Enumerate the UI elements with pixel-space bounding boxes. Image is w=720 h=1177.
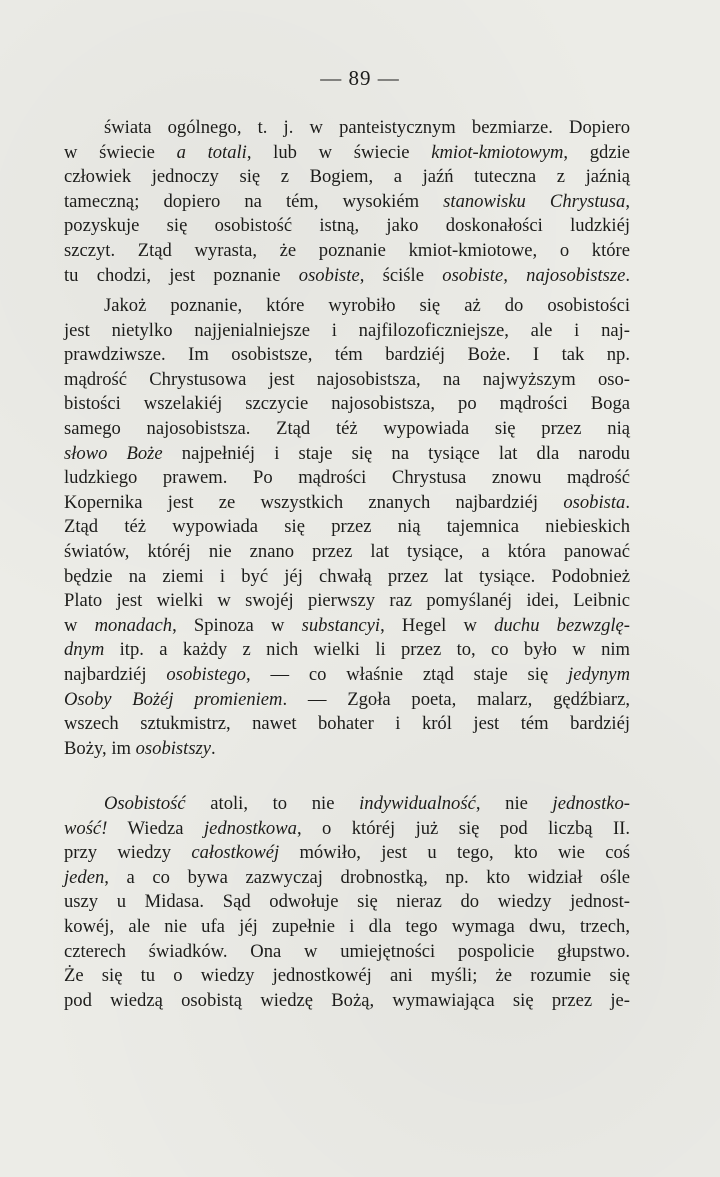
text-segment: Plato jest wielki w swojéj pierwszy raz pomyślanéj idei, Leibnic	[64, 590, 630, 612]
italic-text: wość!	[64, 817, 108, 839]
text-line	[64, 540, 630, 565]
text-segment: świata ogólnego, t. j. w panteistycznym bezmiarze. Dopiero	[104, 117, 630, 138]
italic-text: jeden	[64, 866, 105, 888]
page-number: — 89 —	[320, 66, 400, 90]
text-line	[64, 165, 630, 190]
text-line	[64, 392, 630, 417]
text-segment: atoli, to nie	[185, 793, 360, 814]
text-line	[64, 663, 630, 688]
text-segment: Kopernika jest ze wszystkich znanych najbardziéj	[64, 491, 564, 513]
italic-text: stanowisku Chrystusa	[443, 190, 626, 212]
text-line	[64, 989, 630, 1014]
text-segment: , Spinoza w	[172, 614, 302, 636]
text-segment: wszech sztukmistrz, nawet bohater i król jest tém bardziéj	[64, 713, 630, 735]
text-segment: . — Zgoła poeta, malarz, gędźbiarz,	[282, 688, 631, 710]
italic-text: indywidualność	[359, 793, 476, 814]
italic-text: osobista	[563, 491, 626, 513]
text-line	[64, 515, 630, 540]
text-segment: Ztąd téż wypowiada się przez nią tajemnica niebieskich	[64, 516, 630, 538]
text-segment: bistości wszelakiéj szczycie najosobistsza, po mądrości Boga	[64, 393, 630, 415]
text-segment: Że się tu o wiedzy jednostkowéj ani myśli; że rozumie się	[64, 965, 630, 987]
text-segment: ,	[625, 190, 630, 212]
italic-text: całostkowéj	[191, 842, 280, 864]
italic-text: osobiste	[298, 264, 360, 286]
text-segment: .	[211, 737, 216, 759]
italic-text: jedynym	[568, 663, 630, 685]
italic-text: osobistego	[166, 663, 246, 685]
text-segment: w	[64, 614, 95, 636]
italic-text: substancyi	[301, 614, 381, 636]
text-line	[64, 688, 630, 713]
text-segment: tameczną; dopiero na tém, wysokiém	[64, 190, 444, 212]
italic-text: jednostko-	[552, 793, 630, 814]
text-segment: , ściśle	[359, 264, 443, 286]
text-line	[64, 141, 630, 166]
text-segment: w świecie	[64, 141, 177, 163]
text-segment: ludzkiego prawem. Po mądrości Chrystusa znowu mądrość	[64, 467, 630, 489]
text-line	[64, 190, 630, 215]
text-line	[64, 466, 630, 491]
text-segment: , nie	[475, 793, 553, 814]
text-line	[64, 964, 630, 989]
text-line	[64, 116, 630, 141]
text-segment: Wiedza	[107, 817, 204, 839]
text-line	[64, 890, 630, 915]
text-segment: szczyt. Ztąd wyrasta, że poznanie kmiot-kmiotowe, o które	[64, 239, 630, 261]
text-line	[64, 712, 630, 737]
text-line	[64, 214, 630, 239]
text-segment: uszy u Midasa. Sąd odwołuje się nieraz do wiedzy jednost-	[64, 891, 630, 913]
text-line	[64, 589, 630, 614]
text-segment: światów, któréj nie znano przez lat tysiące, a która panować	[64, 540, 630, 562]
italic-text: Osoby Bożéj promieniem	[64, 688, 283, 710]
text-segment: przy wiedzy	[64, 842, 192, 864]
text-segment: .	[625, 491, 630, 513]
text-line	[64, 866, 630, 891]
italic-text: osobiste, najosobistsze	[442, 264, 626, 286]
text-line	[64, 239, 630, 264]
text-line	[64, 319, 630, 344]
text-segment: , a co bywa zazwyczaj drobnostką, np. kto widział ośle	[104, 866, 630, 888]
text-segment: , lub w świecie	[246, 141, 432, 163]
text-segment: , o któréj już się pod liczbą II.	[296, 817, 630, 839]
text-line	[64, 737, 630, 762]
italic-text: duchu bezwzglę-	[494, 614, 631, 636]
text-line	[64, 264, 630, 289]
italic-text: słowo Boże	[64, 442, 163, 464]
text-segment: samego najosobistsza. Ztąd téż wypowiada się przez nią	[64, 417, 630, 439]
italic-text: Osobistość	[104, 793, 186, 814]
italic-text: jednostkowa	[203, 817, 297, 839]
text-segment: czterech świadków. Ona w umiejętności pospolicie głupstwo.	[64, 940, 630, 962]
text-line	[64, 817, 630, 842]
paragraph-2	[64, 294, 630, 761]
text-line	[64, 294, 630, 319]
text-segment: , Hegel w	[380, 614, 495, 636]
text-segment: tu chodzi, jest poznanie	[64, 264, 299, 286]
text-line	[64, 940, 630, 965]
text-segment: prawdziwsze. Im osobistsze, tém bardziéj Boże. I tak np.	[64, 344, 630, 366]
text-segment: kowéj, ale nie ufa jéj zupełnie i dla tego wymaga dwu, trzech,	[64, 915, 630, 937]
paragraph-1	[64, 116, 630, 288]
text-segment: Jakoż poznanie, które wyrobiło się aż do osobistości	[104, 295, 630, 316]
text-line	[64, 442, 630, 467]
text-segment: , gdzie	[563, 141, 631, 163]
text-segment: , — co właśnie ztąd staje się	[245, 663, 569, 685]
text-segment: pozyskuje się osobistość istną, jako doskonałości ludzkiéj	[64, 215, 630, 237]
text-line	[64, 638, 630, 663]
text-line	[64, 343, 630, 368]
text-line	[64, 792, 630, 817]
text-segment: itp. a każdy z nich wielki li przez to, co było w nim	[104, 639, 630, 661]
text-segment: pod wiedzą osobistą wiedzę Bożą, wymawiająca się przez je-	[64, 989, 630, 1011]
text-line	[64, 417, 630, 442]
text-line	[64, 491, 630, 516]
text-segment: będzie na ziemi i być jéj chwałą przez lat tysiące. Podobnież	[64, 565, 630, 587]
text-segment: .	[625, 264, 630, 286]
italic-text: a totali	[176, 141, 247, 163]
text-line	[64, 565, 630, 590]
text-segment: mówiło, jest u tego, kto wie coś	[279, 842, 630, 864]
italic-text: dnym	[64, 639, 105, 661]
text-line	[64, 915, 630, 940]
text-line	[64, 368, 630, 393]
italic-text: monadach	[94, 614, 173, 636]
italic-text: osobistszy	[135, 737, 212, 759]
text-segment: mądrość Chrystusowa jest najosobistsza, na najwyższym oso-	[64, 368, 630, 390]
text-segment: człowiek jednoczy się z Bogiem, a jaźń tuteczna z jaźnią	[64, 166, 630, 188]
text-line	[64, 841, 630, 866]
text-segment: jest nietylko najjenialniejsze i najfilozoficzniejsze, ale i naj-	[64, 319, 630, 341]
text-line	[64, 614, 630, 639]
paragraph-3	[64, 792, 630, 1013]
text-segment: najpełniéj i staje się na tysiące lat dla narodu	[162, 442, 630, 464]
text-segment: Boży, im	[64, 737, 136, 759]
text-segment: najbardziéj	[64, 663, 167, 685]
italic-text: kmiot-kmiotowym	[431, 141, 564, 163]
